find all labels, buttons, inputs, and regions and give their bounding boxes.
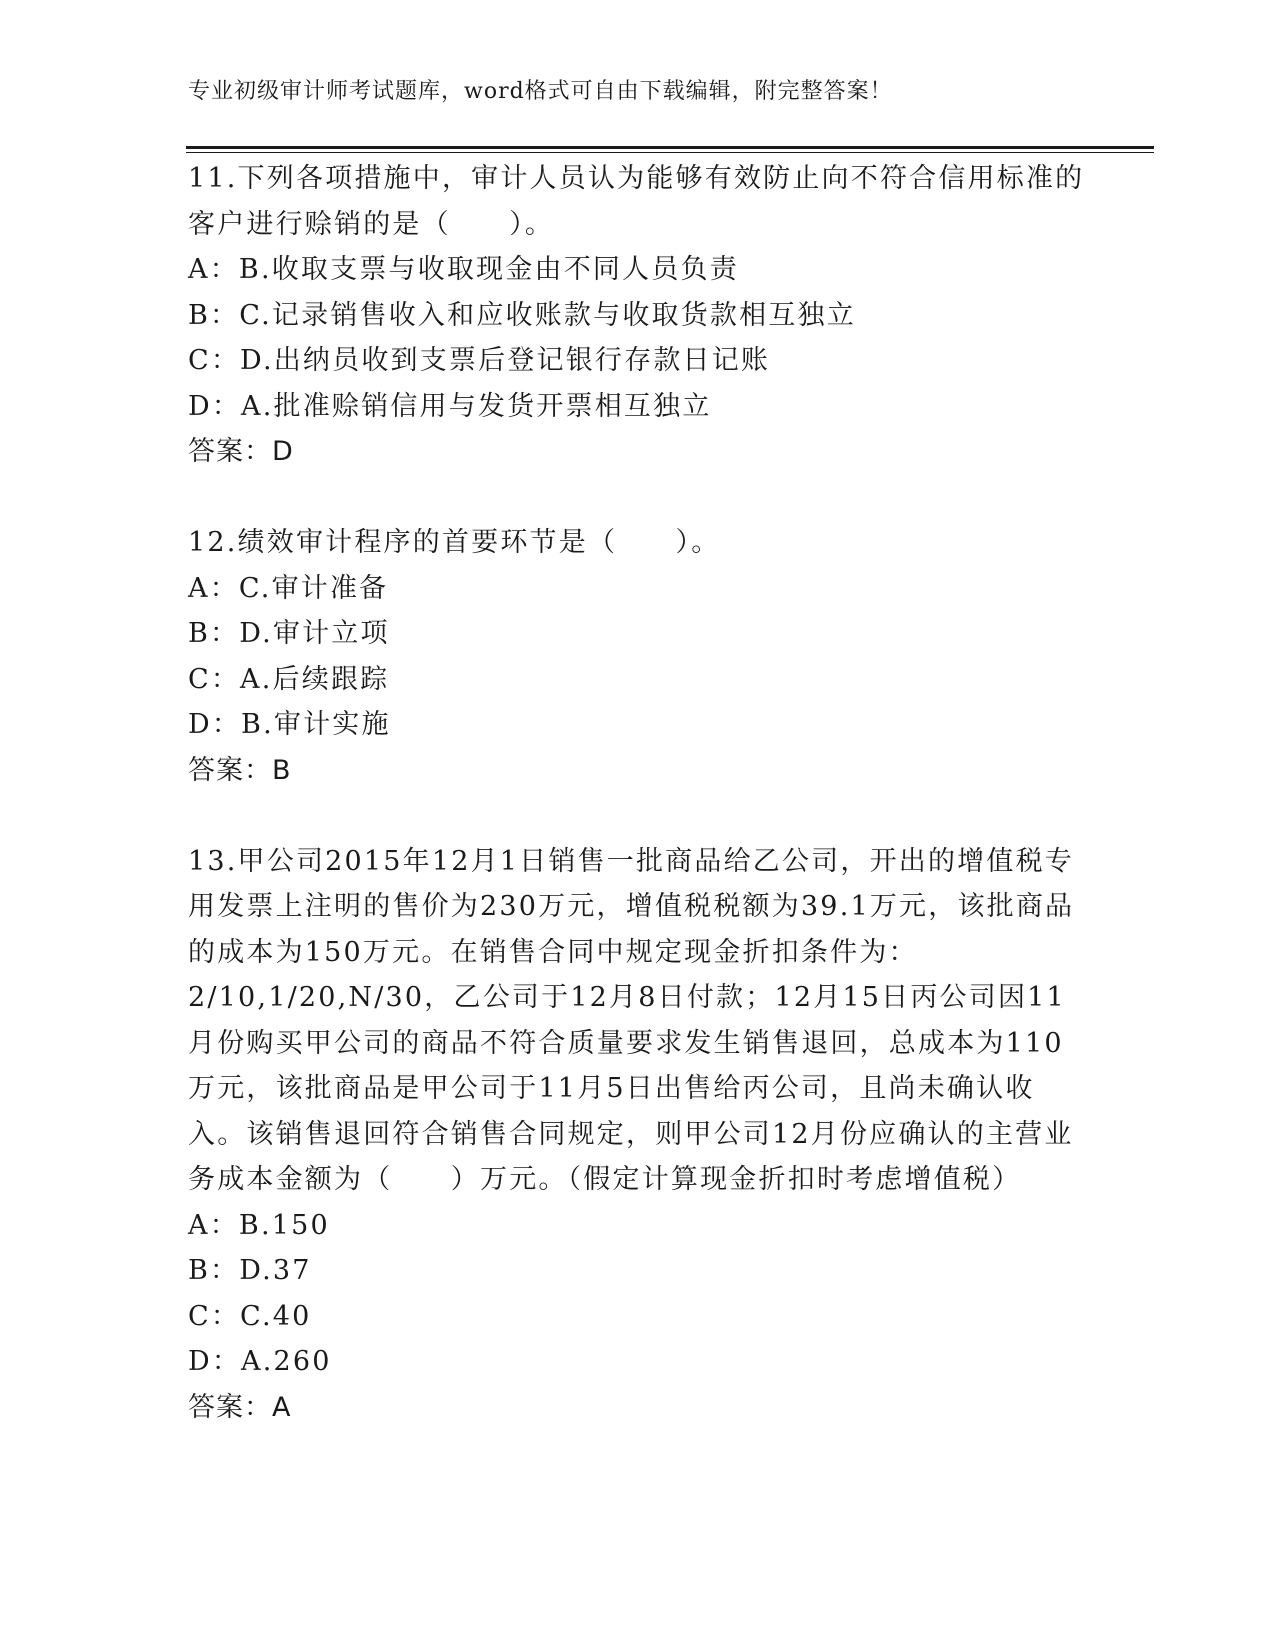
header-divider-thin xyxy=(186,152,1154,153)
option-d: D：B.审计实施 xyxy=(188,709,391,740)
option-a: A：B.150 xyxy=(188,1209,330,1241)
answer: 答案：D xyxy=(188,436,294,467)
answer: 答案：B xyxy=(188,754,292,786)
option-a: A：C.审计准备 xyxy=(188,572,389,604)
question-spacer xyxy=(188,793,1088,839)
question-spacer xyxy=(188,475,1088,521)
option-d: D：A.260 xyxy=(188,1346,332,1377)
question-13 xyxy=(188,839,1088,1431)
option-c: C：D.出纳员收到支票后登记银行存款日记账 xyxy=(188,345,771,376)
option-d: D：A.批准赊销信用与发货开票相互独立 xyxy=(188,390,712,422)
option-b: B：D.审计立项 xyxy=(188,618,390,649)
document-header: 专业初级审计师考试题库，word格式可自由下载编辑，附完整答案！ xyxy=(188,79,893,104)
question-12 xyxy=(188,520,1088,793)
answer: 答案：A xyxy=(188,1391,292,1423)
question-stem: 11.下列各项措施中，审计人员认为能够有效防止向不符合信用标准的客户进行赊销的是（ ）。 xyxy=(188,163,1085,240)
question-stem: 13.甲公司2015年12月1日销售一批商品给乙公司，开出的增值税专用发票上注明的售价为230万元，增值税税额为39.1万元，该批商品的成本为150万元。在销售合同中规定现金折扣条件为：2/10,1/20,N/30，乙公司于12月8日付款；12月15日丙公司因11月份购买甲公司的商品不符合质量要求发生销售退回，总成本为110万元，该批商品是甲公司于11月5日出售给丙公司，且尚未确认收入。该销售退回符合销售合同规定，则甲公司12月份应确认的主营业务成本金额为（ ）万元。（假定计算现金折扣时考虑增值税） xyxy=(188,845,1075,1195)
question-stem: 12.绩效审计程序的首要环节是（ ）。 xyxy=(188,527,721,558)
option-b: B：D.37 xyxy=(188,1255,312,1286)
question-list xyxy=(188,156,1088,1430)
question-11 xyxy=(188,156,1088,475)
option-b: B：C.记录销售收入和应收账款与收取货款相互独立 xyxy=(188,299,856,331)
option-c: C：A.后续跟踪 xyxy=(188,663,390,695)
option-c: C：C.40 xyxy=(188,1300,312,1332)
option-a: A：B.收取支票与收取现金由不同人员负责 xyxy=(188,254,739,285)
header-divider-thick xyxy=(186,146,1154,149)
